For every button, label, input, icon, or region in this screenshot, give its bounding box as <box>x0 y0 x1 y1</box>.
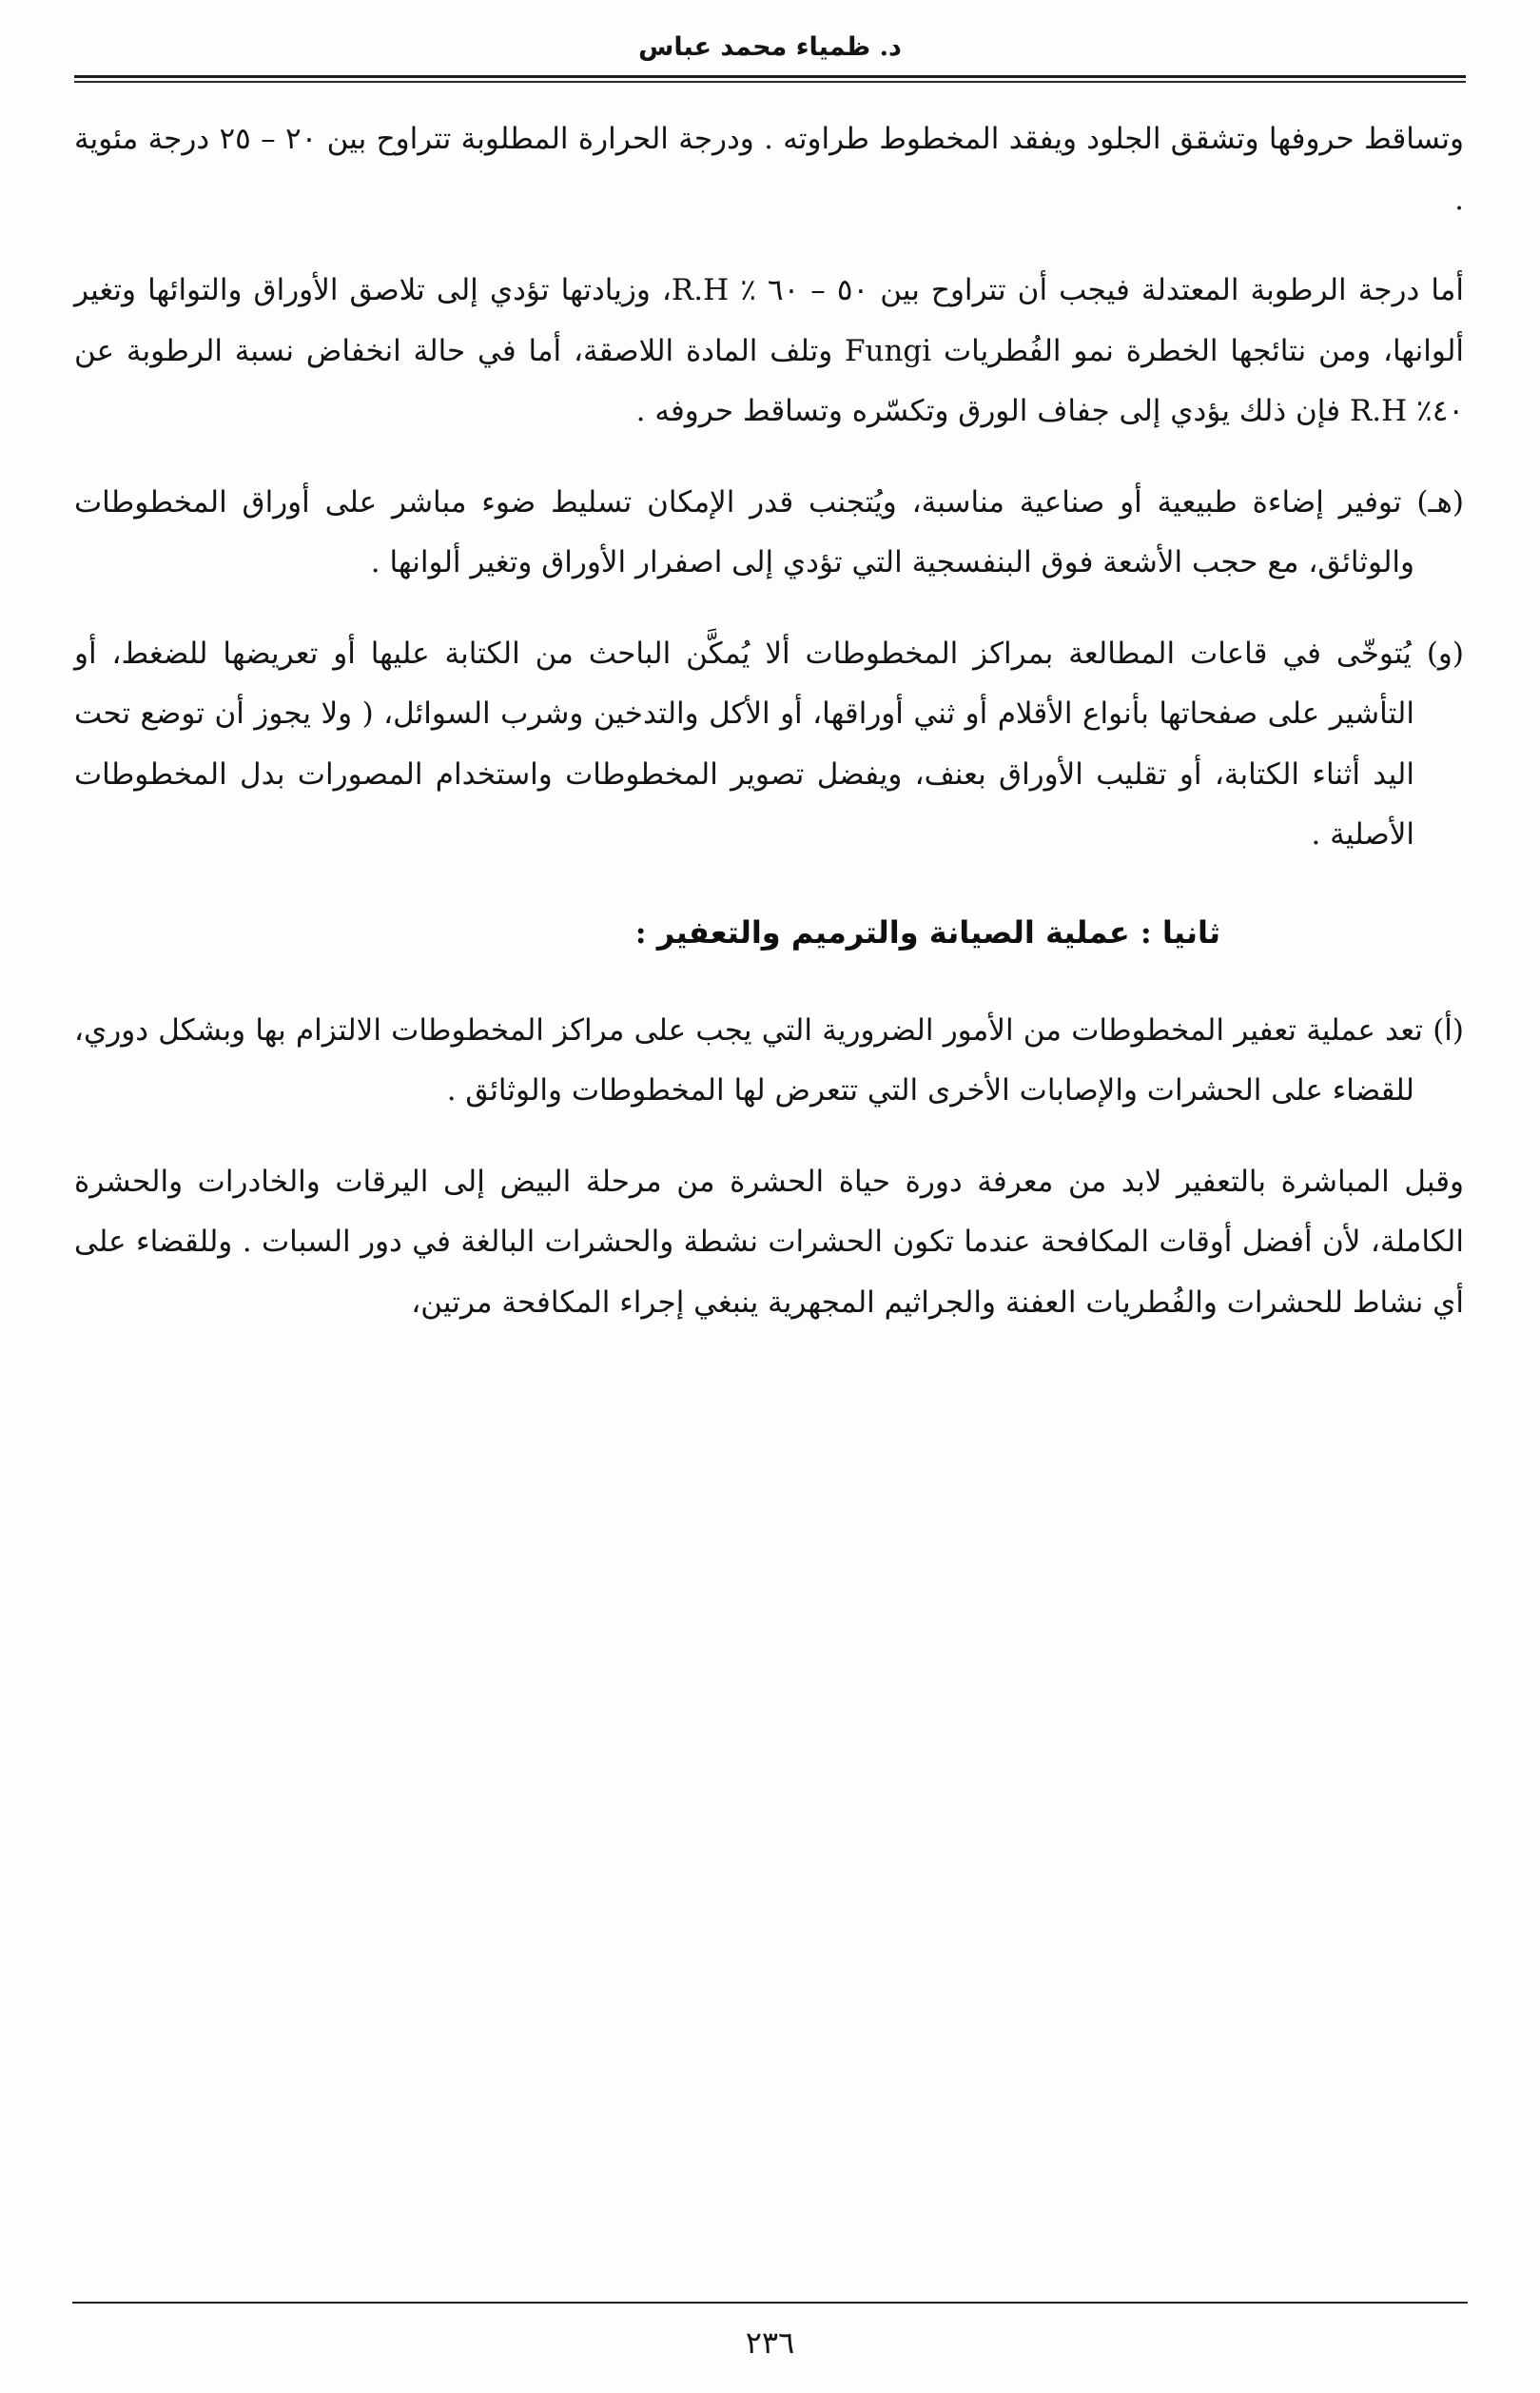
footer-divider <box>72 2302 1468 2304</box>
paragraph-fumigation: وقبل المباشرة بالتعفير لابد من معرفة دورة حياة الحشرة من مرحلة البيض إلى اليرقات والخادرات والحشرة الكاملة، لأن أفضل أوقات المكافحة عندما تكون الحشرات نشطة والحشرات البالغة في دور السبات . وللقضاء على أي نشاط للحشرات والفُطريات العفنة والجراثيم المجهرية ينبغي إجراء المكافحة مرتين، <box>74 1164 1464 1320</box>
author-name: د. ظمياء محمد عباس <box>638 32 902 62</box>
page-body <box>0 83 1540 1333</box>
list-item-waw <box>74 624 1464 866</box>
list-marker-alef: (أ) <box>1433 1012 1464 1048</box>
list-item-alef <box>74 1001 1464 1122</box>
page-number: ٢٣٦ <box>745 2324 795 2361</box>
list-marker-heh: (هـ) <box>1416 484 1464 520</box>
page-header <box>0 0 1540 83</box>
list-item-alef-text: تعد عملية تعفير المخطوطات من الأمور الضرورية التي يجب على مراكز المخطوطات الالتزام بها وبشكل دوري، للقضاء على الحشرات والإصابات الأخرى التي تتعرض لها المخطوطات والوثائق . <box>74 1012 1423 1108</box>
page-footer <box>0 2302 1540 2393</box>
section-heading-maintenance: ثانيا : عملية الصيانة والترميم والتعفير : <box>634 914 1220 951</box>
list-item-waw-text: يُتوخّى في قاعات المطالعة بمراكز المخطوطات ألا يُمكَّن الباحث من الكتابة عليها أو تعريضها للضغط، أو التأشير على صفحاتها بأنواع الأقلام أو ثني أوراقها، أو الأكل والتدخين وشرب السوائل، ( ولا يجوز أن توضع تحت اليد أثناء الكتابة، أو تقليب الأوراق بعنف، ويفضل تصوير المخطوطات واستخدام المصورات بدل المخطوطات الأصلية . <box>74 636 1414 853</box>
paragraph-continuation: وتساقط حروفها وتشقق الجلود ويفقد المخطوط طراوته . ودرجة الحرارة المطلوبة تتراوح بين ٢٠ – ٢٥ درجة مئوية . <box>74 122 1464 217</box>
paragraph-humidity: أما درجة الرطوبة المعتدلة فيجب أن تتراوح بين ٥٠ – ٦٠ ٪ R.H، وزيادتها تؤدي إلى تلاصق الأوراق والتوائها وتغير ألوانها، ومن نتائجها الخطرة نمو الفُطريات Fungi وتلف المادة اللاصقة، أما في حالة انخفاض نسبة الرطوبة عن ٤٠٪ R.H فإن ذلك يؤدي إلى جفاف الورق وتكسّره وتساقط حروفه . <box>74 273 1464 429</box>
list-item-heh-text: توفير إضاءة طبيعية أو صناعية مناسبة، ويُتجنب قدر الإمكان تسليط ضوء مباشر على أوراق المخطوطات والوثائق، مع حجب الأشعة فوق البنفسجية التي تؤدي إلى اصفرار الأوراق وتغير ألوانها . <box>74 484 1414 580</box>
list-marker-waw: (و) <box>1426 636 1464 671</box>
header-divider <box>74 75 1466 83</box>
list-item-heh <box>74 473 1464 594</box>
